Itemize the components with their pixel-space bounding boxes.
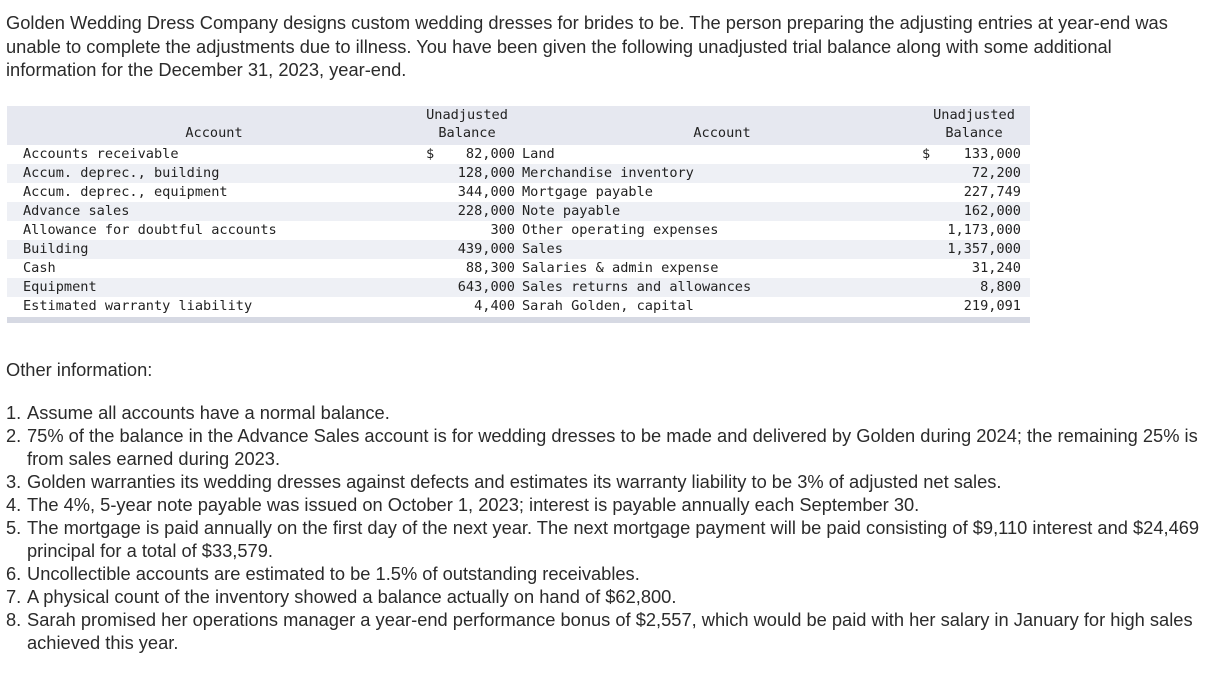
right-account-name: Note payable bbox=[522, 203, 621, 219]
header-balance-right-line1: Unadjusted bbox=[933, 107, 1015, 123]
intro-paragraph: Golden Wedding Dress Company designs custom wedding dresses for brides to be. The person preparing the adjusting entries at year-end was unable to complete the adjustments due to illness. You have been given the following unadjusted trial balance along with some additional information for the December 31, 2023, year-end. bbox=[6, 12, 1168, 80]
item-number: 5. bbox=[6, 517, 22, 538]
left-account-name: Building bbox=[23, 241, 89, 257]
right-balance-value: 227,749 bbox=[963, 184, 1021, 200]
left-account-name: Accum. deprec., equipment bbox=[23, 184, 228, 200]
left-balance-value: 128,000 bbox=[457, 165, 515, 181]
item-number: 6. bbox=[6, 563, 22, 584]
item-text: Uncollectible accounts are estimated to be 1.5% of outstanding receivables. bbox=[27, 563, 640, 584]
table-row-stripe bbox=[7, 278, 1030, 297]
right-balance-value: 219,091 bbox=[963, 298, 1021, 314]
left-balance-value: 88,300 bbox=[465, 260, 515, 276]
left-account-name: Estimated warranty liability bbox=[23, 298, 253, 314]
item-number: 8. bbox=[6, 609, 22, 630]
right-account-name: Land bbox=[522, 146, 555, 162]
right-balance-value: 162,000 bbox=[963, 203, 1021, 219]
other-information-item bbox=[6, 608, 1206, 654]
item-text: Assume all accounts have a normal balance. bbox=[27, 402, 390, 423]
table-bottom-border bbox=[7, 317, 1030, 323]
right-account-name: Sarah Golden, capital bbox=[522, 298, 694, 314]
item-text: Golden warranties its wedding dresses against defects and estimates its warranty liability to be 3% of adjusted net sales. bbox=[27, 471, 1002, 492]
item-number: 7. bbox=[6, 586, 22, 607]
item-text: The mortgage is paid annually on the first day of the next year. The next mortgage payment will be paid consisting of $9,110 interest and $24,469 principal for a total of $33,579. bbox=[27, 517, 1200, 561]
item-number: 3. bbox=[6, 471, 22, 492]
left-balance-value: 4,400 bbox=[474, 298, 515, 314]
other-information-heading: Other information: bbox=[6, 359, 153, 380]
table-row-stripe bbox=[7, 240, 1030, 259]
right-balance-value: 1,357,000 bbox=[947, 241, 1021, 257]
other-information-item bbox=[6, 470, 1206, 493]
other-information-item bbox=[6, 401, 1206, 424]
item-number: 2. bbox=[6, 425, 22, 446]
table-row-stripe bbox=[7, 202, 1030, 221]
item-text: 75% of the balance in the Advance Sales account is for wedding dresses to be made and delivered by Golden during 2024; the remaining 25% is from sales earned during 2023. bbox=[27, 425, 1198, 469]
right-balance-value: 8,800 bbox=[980, 279, 1021, 295]
right-account-name: Sales returns and allowances bbox=[522, 279, 752, 295]
left-account-name: Accum. deprec., building bbox=[23, 165, 220, 181]
other-information-item bbox=[6, 424, 1206, 470]
left-balance-value: 643,000 bbox=[457, 279, 515, 295]
right-balance-value: 72,200 bbox=[971, 165, 1021, 181]
left-account-name: Allowance for doubtful accounts bbox=[23, 222, 277, 238]
right-account-name: Sales bbox=[522, 241, 563, 257]
other-information-item bbox=[6, 585, 1206, 608]
right-account-name: Mortgage payable bbox=[522, 184, 653, 200]
left-currency-symbol: $ bbox=[426, 146, 435, 162]
left-balance-value: 344,000 bbox=[457, 184, 515, 200]
item-number: 1. bbox=[6, 402, 22, 423]
left-account-name: Equipment bbox=[23, 279, 97, 295]
right-account-name: Salaries & admin expense bbox=[522, 260, 719, 276]
left-account-name: Cash bbox=[23, 260, 56, 276]
right-account-name: Merchandise inventory bbox=[522, 165, 694, 181]
other-information-item bbox=[6, 493, 1206, 516]
right-balance-value: 1,173,000 bbox=[947, 222, 1021, 238]
other-information-list bbox=[6, 401, 1206, 654]
other-information-item bbox=[6, 562, 1206, 585]
other-information-item bbox=[6, 516, 1206, 562]
left-balance-value: 82,000 bbox=[465, 146, 515, 162]
item-number: 4. bbox=[6, 494, 22, 515]
header-account-right: Account bbox=[693, 125, 751, 141]
left-account-name: Accounts receivable bbox=[23, 146, 179, 162]
header-balance-right-line2: Balance bbox=[945, 125, 1003, 141]
item-text: Sarah promised her operations manager a year-end performance bonus of $2,557, which would be paid with her salary in January for high sales achieved this year. bbox=[27, 609, 1193, 653]
header-balance-left-line1: Unadjusted bbox=[426, 107, 508, 123]
item-text: A physical count of the inventory showed a balance actually on hand of $62,800. bbox=[27, 586, 677, 607]
header-balance-left-line2: Balance bbox=[438, 125, 496, 141]
right-balance-value: 31,240 bbox=[971, 260, 1021, 276]
left-balance-value: 439,000 bbox=[457, 241, 515, 257]
item-text: The 4%, 5-year note payable was issued on October 1, 2023; interest is payable annually each September 30. bbox=[27, 494, 920, 515]
trial-balance-table bbox=[7, 106, 1030, 327]
left-balance-value: 228,000 bbox=[457, 203, 515, 219]
left-balance-value: 300 bbox=[490, 222, 515, 238]
header-band bbox=[7, 106, 1030, 145]
right-account-name: Other operating expenses bbox=[522, 222, 719, 238]
right-balance-value: 133,000 bbox=[963, 146, 1021, 162]
header-account-left: Account bbox=[185, 125, 243, 141]
right-currency-symbol: $ bbox=[922, 146, 931, 162]
left-account-name: Advance sales bbox=[23, 203, 130, 219]
